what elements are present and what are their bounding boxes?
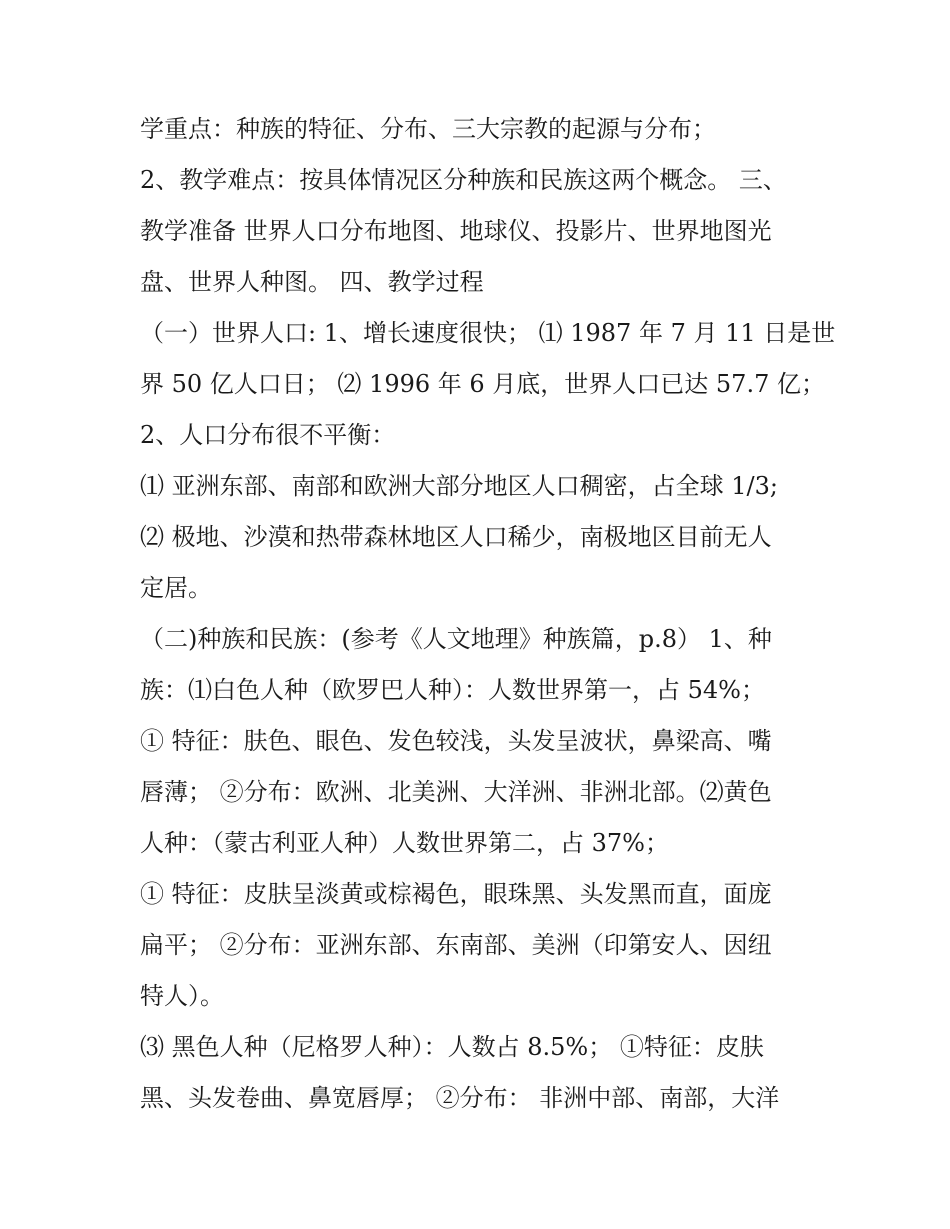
text-line: （二)种族和民族：(参考《人文地理》种族篇，p.8） 1、种 [140,625,772,653]
text-line: 2、教学难点：按具体情况区分种族和民族这两个概念。 三、 [140,166,787,194]
text-line: 教学准备 世界人口分布地图、地球仪、投影片、世界地图光 [140,217,772,245]
text-line: （一）世界人口: 1、增长速度很快； ⑴ 1987 年 7 月 11 日是世 [140,319,836,347]
text-line: ① 特征：肤色、眼色、发色较浅，头发呈波状，鼻梁高、嘴 [140,727,772,755]
text-line: 唇薄； ②分布：欧洲、北美洲、大洋洲、非洲北部。⑵黄色 [140,778,772,806]
text-line: ① 特征：皮肤呈淡黄或棕褐色，眼珠黑、头发黑而直，面庞 [140,880,772,908]
text-line: 人种：（蒙古利亚人种）人数世界第二，占 37%； [140,829,669,857]
text-line: 2、人口分布很不平衡： [140,421,396,449]
text-line: 定居。 [140,574,212,602]
text-line: ⑴ 亚洲东部、南部和欧洲大部分地区人口稠密，占全球 1/3; [140,472,778,500]
text-line: 学重点：种族的特征、分布、三大宗教的起源与分布； [140,115,716,143]
text-line: ⑵ 极地、沙漠和热带森林地区人口稀少，南极地区目前无人 [140,523,772,551]
text-line: 界 50 亿人口日； ⑵ 1996 年 6 月底，世界人口已达 57.7 亿； [140,370,825,398]
text-line: 扁平； ②分布：亚洲东部、东南部、美洲（印第安人、因纽 [140,931,772,959]
text-line: 盘、世界人种图。 四、教学过程 [140,268,484,296]
text-line: ⑶ 黑色人种（尼格罗人种）：人数占 8.5%； ①特征：皮肤 [140,1033,764,1061]
text-line: 特人）。 [140,982,224,1010]
text-line: 族：⑴白色人种（欧罗巴人种）：人数世界第一，占 54%； [140,676,765,704]
text-line: 黑、头发卷曲、鼻宽唇厚； ②分布： 非洲中部、南部，大洋 [140,1084,780,1112]
